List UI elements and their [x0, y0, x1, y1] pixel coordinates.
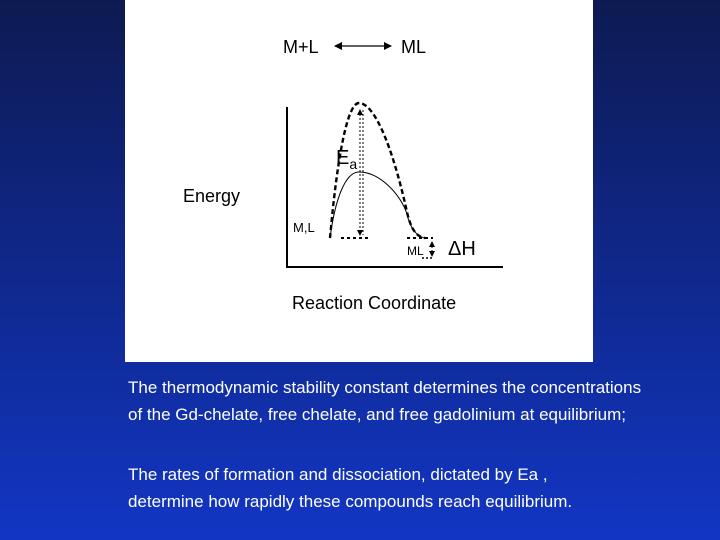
stability-line-2: of the Gd-chelate, free chelate, and free gadolinium at equilibrium; [128, 405, 627, 424]
kinetics-line-2: determine how rapidly these compounds reach equilibrium. [128, 492, 573, 511]
activation-energy-label: $E_a$ [336, 147, 358, 172]
stability-line-1: The thermodynamic stability constant determines the concentrations [128, 378, 642, 397]
reactant-level-label: M,L [293, 220, 315, 235]
diagram-panel [125, 0, 593, 362]
kinetics-line-1: The rates of formation and dissociation, dictated by Ea , [128, 465, 548, 484]
low-energy-barrier-curve [330, 172, 425, 238]
kinetics-paragraph [128, 461, 720, 515]
product-top-label: ML [401, 37, 427, 57]
high-energy-barrier-curve [330, 103, 425, 238]
energy-diagram [125, 0, 593, 362]
reactants-top-label: M+L [283, 37, 319, 57]
stability-paragraph [128, 374, 720, 428]
y-axis-label: Energy [183, 186, 241, 206]
delta-h-label: ΔH [448, 238, 476, 260]
product-level-label: ML [407, 244, 424, 258]
x-axis-label: Reaction Coordinate [292, 293, 457, 313]
